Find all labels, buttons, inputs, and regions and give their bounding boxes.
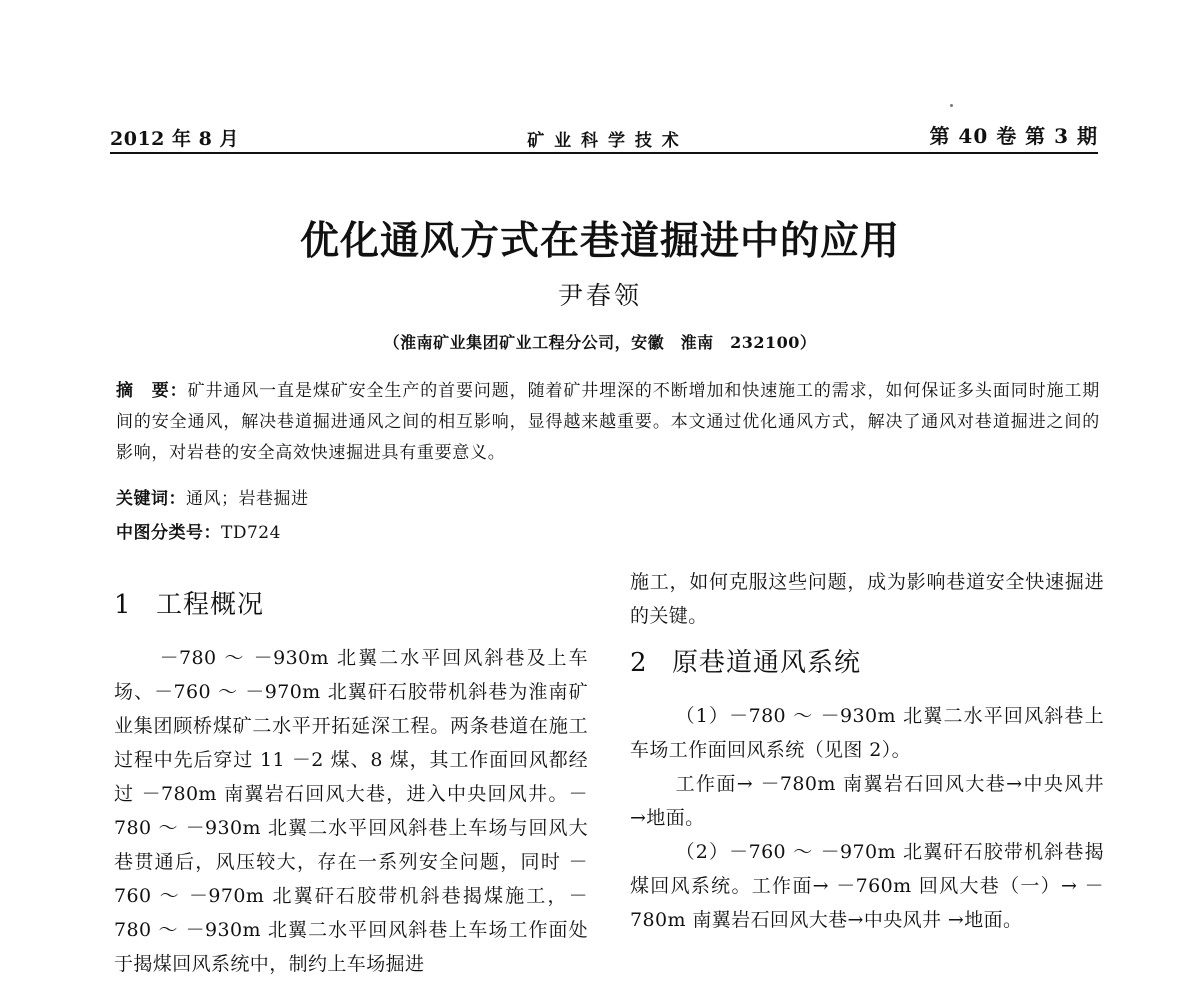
header-rule: [110, 152, 1098, 154]
scan-speck: [950, 104, 953, 107]
running-header: [110, 118, 1098, 152]
section-2-paragraph-3: （2）－760 ～ －970m 北翼矸石胶带机斜巷揭煤回风系统。工作面→ －760m 回风大巷（一）→ －780m 南翼岩石回风大巷→中央风井 →地面。: [630, 841, 1104, 931]
abstract: [116, 376, 1100, 469]
keywords-text: 通风；岩巷掘进: [186, 489, 309, 509]
author-affiliation: （淮南矿业集团矿业工程分公司，安徽 淮南 232100）: [383, 333, 817, 352]
right-column: [630, 565, 1104, 937]
abstract-text: 矿井通风一直是煤矿安全生产的首要问题，随着矿井埋深的不断增加和快速施工的需求，如何保证多头面同时施工期间的安全通风，解决巷道掘进通风之间的相互影响，显得越来越重要。本文通过优化通风方式，解决了通风对巷道掘进之间的影响，对岩巷的安全高效快速掘进具有重要意义。: [116, 381, 1100, 463]
section-1-number: 1: [114, 590, 132, 620]
section-2-paragraph-2: 工作面→ －780m 南翼岩石回风大巷→中央风井 →地面。: [630, 773, 1104, 829]
section-1-continuation: 施工，如何克服这些问题，成为影响巷道安全快速掘进的关键。: [630, 571, 1104, 627]
keywords: [116, 484, 309, 509]
keywords-label: 关键词：: [116, 489, 186, 509]
section-1-heading: [114, 585, 588, 625]
section-1-title: 工程概况: [156, 590, 265, 620]
section-2-title: 原巷道通风系统: [672, 648, 862, 678]
section-2-paragraph-1: （1）－780 ～ －930m 北翼二水平回风斜巷上车场工作面回风系统（见图 2）。: [630, 705, 1104, 761]
header-date: 2012 年 8 月: [110, 128, 239, 150]
left-column: [114, 565, 588, 981]
clc-label: 中图分类号：: [116, 523, 221, 543]
header-volume-issue: 第 40 卷 第 3 期: [929, 124, 1098, 148]
section-2-number: 2: [630, 648, 648, 678]
paper-author: 尹春领: [557, 281, 642, 310]
section-1-paragraph: －780 ～ －930m 北翼二水平回风斜巷及上车场、－760 ～ －970m 北翼矸石胶带机斜巷为淮南矿业集团顾桥煤矿二水平开拓延深工程。两条巷道在施工过程中先后穿过 11 －2 煤、8 煤，其工作面回风都经过 －780m 南翼岩石回风大巷，进入中央回风井。－780 ～ －930m 北翼二水平回风斜巷上车场与回风大巷贯通后，风压较大，存在一系列安全问题，同时 －760 ～ －970m 北翼矸石胶带机斜巷揭煤施工，－780 ～ －930m 北翼二水平回风斜巷上车场工作面处于揭煤回风系统中，制约上车场掘进: [114, 647, 588, 975]
section-2-heading: [630, 643, 1104, 683]
abstract-label: 摘 要：: [116, 381, 188, 401]
paper-title: 优化通风方式在巷道掘进中的应用: [299, 218, 900, 264]
header-journal: 矿 业 科 学 技 术: [527, 131, 681, 151]
clc-text: TD724: [221, 523, 281, 543]
classification-number: [116, 518, 281, 543]
